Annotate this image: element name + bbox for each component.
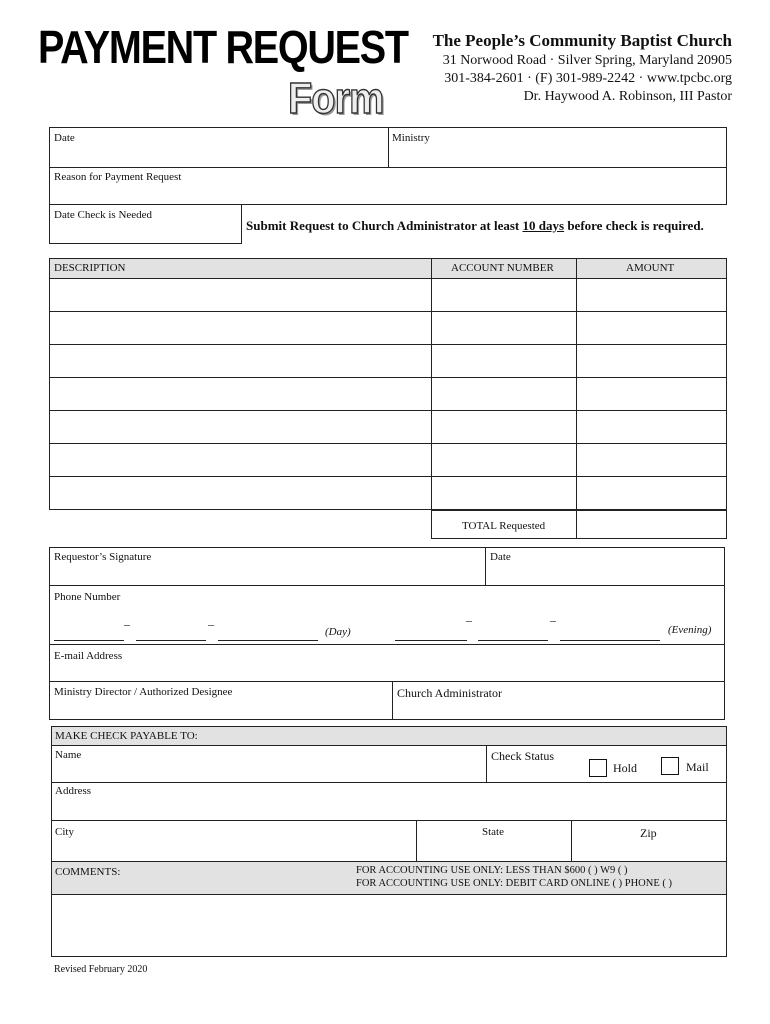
- amount-cell[interactable]: [576, 344, 727, 378]
- ministry-label: Ministry: [392, 132, 430, 144]
- account-number-header: ACCOUNT NUMBER: [451, 262, 554, 274]
- day-label: (Day): [325, 626, 351, 638]
- evening-phone-number-line[interactable]: [560, 640, 660, 641]
- hold-checkbox[interactable]: [589, 759, 607, 777]
- email-field[interactable]: [49, 644, 725, 682]
- zip-label: Zip: [640, 826, 657, 840]
- payee-name-field[interactable]: [51, 745, 487, 783]
- phone-number-label: Phone Number: [54, 591, 121, 603]
- amount-cell[interactable]: [576, 476, 727, 510]
- reason-label: Reason for Payment Request: [54, 171, 182, 183]
- amount-cell[interactable]: [576, 410, 727, 444]
- day-phone-dash-2: –: [208, 617, 214, 631]
- church-info: [433, 30, 732, 106]
- requestor-signature-label: Requestor’s Signature: [54, 551, 152, 563]
- evening-phone-dash-1: –: [466, 613, 472, 627]
- administrator-label: Church Administrator: [397, 686, 502, 700]
- amount-cell[interactable]: [576, 377, 727, 411]
- church-name: The People’s Community Baptist Church: [432, 31, 732, 50]
- amount-cell[interactable]: [576, 278, 727, 312]
- accounting-line-1: FOR ACCOUNTING USE ONLY: LESS THAN $600 ( ) W9 ( ): [356, 865, 628, 876]
- ministry-field[interactable]: [388, 127, 727, 168]
- payee-address-label: Address: [55, 785, 92, 797]
- account-number-cell[interactable]: [431, 476, 577, 510]
- notice-before: Submit Request to Church Administrator at least: [246, 218, 523, 233]
- email-label: E-mail Address: [54, 650, 123, 662]
- description-cell[interactable]: [49, 344, 432, 378]
- account-number-cell[interactable]: [431, 377, 577, 411]
- account-number-cell[interactable]: [431, 344, 577, 378]
- requestor-date-field[interactable]: [485, 547, 725, 586]
- description-cell[interactable]: [49, 443, 432, 477]
- account-number-cell[interactable]: [431, 311, 577, 345]
- hold-label: Hold: [613, 761, 637, 775]
- church-phone-web: 301-384-2601 · (F) 301-989-2242 · www.tpcbc.org: [444, 71, 732, 86]
- payee-address-field[interactable]: [51, 782, 727, 821]
- description-header: DESCRIPTION: [54, 262, 126, 274]
- description-cell[interactable]: [49, 377, 432, 411]
- description-cell[interactable]: [49, 311, 432, 345]
- requestor-date-label: Date: [490, 551, 511, 563]
- mail-label: Mail: [686, 760, 709, 774]
- evening-label: (Evening): [668, 624, 712, 636]
- revised-date: Revised February 2020: [54, 964, 148, 975]
- day-phone-number-line[interactable]: [218, 640, 318, 641]
- church-address: 31 Norwood Road · Silver Spring, Maryland 20905: [442, 53, 732, 68]
- director-label: Ministry Director / Authorized Designee: [54, 686, 233, 698]
- city-field[interactable]: [51, 820, 417, 862]
- submit-notice: [246, 218, 704, 234]
- church-pastor: Dr. Haywood A. Robinson, III Pastor: [523, 89, 732, 104]
- account-number-cell[interactable]: [431, 443, 577, 477]
- account-number-cell[interactable]: [431, 410, 577, 444]
- evening-phone-dash-2: –: [550, 613, 556, 627]
- payee-name-label: Name: [55, 749, 82, 761]
- notice-after: before check is required.: [564, 218, 704, 233]
- check-status-label: Check Status: [491, 749, 554, 763]
- amount-header: AMOUNT: [626, 262, 675, 274]
- amount-cell[interactable]: [576, 311, 727, 345]
- total-amount-field[interactable]: [576, 510, 727, 539]
- date-check-needed-label: Date Check is Needed: [54, 209, 153, 221]
- evening-phone-area-line[interactable]: [395, 640, 467, 641]
- total-label: TOTAL Requested: [462, 520, 546, 532]
- mail-checkbox[interactable]: [661, 757, 679, 775]
- date-field[interactable]: [49, 127, 389, 168]
- city-label: City: [55, 826, 74, 838]
- accounting-line-2: FOR ACCOUNTING USE ONLY: DEBIT CARD ONLINE ( ) PHONE ( ): [356, 878, 672, 889]
- day-phone-dash-1: –: [124, 617, 130, 631]
- payable-header-label: MAKE CHECK PAYABLE TO:: [55, 730, 198, 742]
- comments-field[interactable]: [51, 894, 727, 957]
- notice-days: 10 days: [522, 218, 565, 233]
- account-number-cell[interactable]: [431, 278, 577, 312]
- phone-number-field[interactable]: [49, 585, 725, 645]
- state-label: State: [482, 826, 504, 838]
- day-phone-area-line[interactable]: [54, 640, 124, 641]
- form-subtitle: Form: [288, 74, 384, 123]
- description-cell[interactable]: [49, 278, 432, 312]
- evening-phone-prefix-line[interactable]: [478, 640, 548, 641]
- comments-label: COMMENTS:: [55, 866, 121, 878]
- amount-cell[interactable]: [576, 443, 727, 477]
- form-title: PAYMENT REQUEST: [38, 21, 408, 73]
- date-label: Date: [54, 132, 75, 144]
- description-cell[interactable]: [49, 476, 432, 510]
- description-cell[interactable]: [49, 410, 432, 444]
- day-phone-prefix-line[interactable]: [136, 640, 206, 641]
